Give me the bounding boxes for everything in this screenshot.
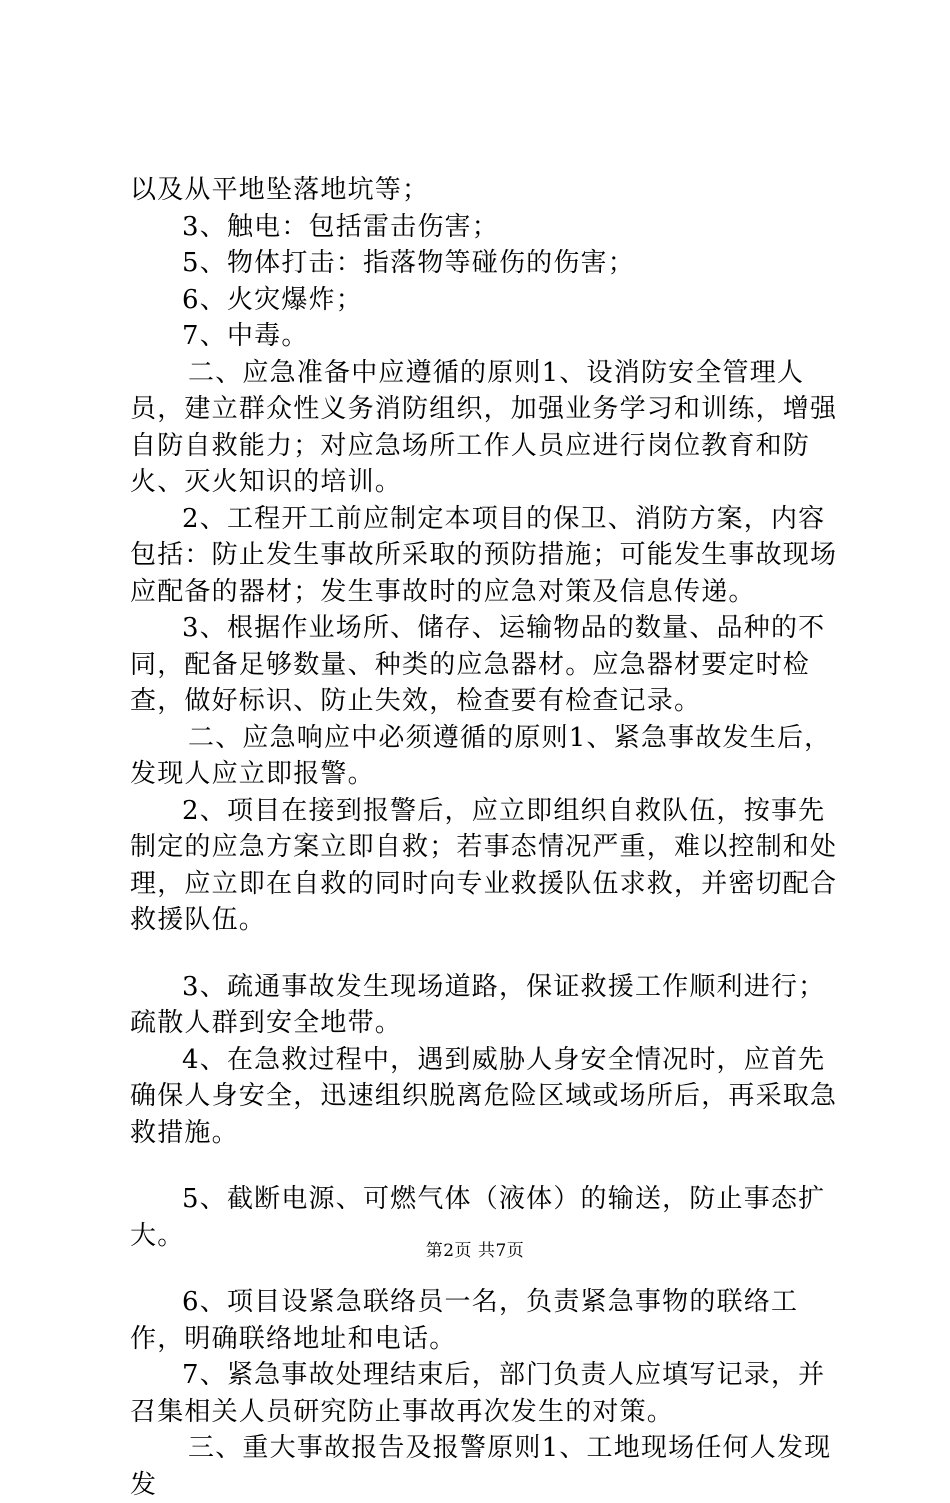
paragraph-self-rescue: 2、项目在接到报警后，应立即组织自救队伍，按事先制定的应急方案立即自救；若事态情况严重，难以控制和处理，应立即在自救的同时向专业救援队伍求救，并密切配合救援队伍。 <box>130 795 838 935</box>
paragraph-gap <box>130 939 842 969</box>
paragraph-security-plan: 2、工程开工前应制定本项目的保卫、消防方案，内容包括：防止发生事故所采取的预防措施；可能发生事故现场应配备的器材；发生事故时的应急对策及信息传递。 <box>130 503 838 607</box>
paragraph-records: 7、紧急事故处理结束后，部门负责人应填写记录，并召集相关人员研究防止事故再次发生的对策。 <box>130 1360 826 1427</box>
section-major-accident-report: 三、重大事故报告及报警原则1、工地现场任何人发现发 <box>130 1433 832 1500</box>
section-emergency-response: 二、应急响应中必须遵循的原则1、紧急事故发生后，发现人应立即报警。 <box>130 722 832 789</box>
paragraph-clear-road: 3、疏通事故发生现场道路，保证救援工作顺利进行；疏散人群到安全地带。 <box>130 971 826 1038</box>
paragraph-continuation: 以及从平地坠落地坑等； <box>130 175 430 205</box>
list-item-poisoning: 7、中毒。 <box>182 321 309 351</box>
paragraph-cut-power: 5、截断电源、可燃气体（液体）的输送，防止事态扩大。 <box>130 1184 826 1251</box>
paragraph-gap <box>130 1151 842 1181</box>
paragraph-personal-safety: 4、在急救过程中，遇到威胁人身安全情况时，应首先确保人身安全，迅速组织脱离危险区域或场所后，再采取急救措施。 <box>130 1044 838 1148</box>
list-item-electric-shock: 3、触电：包括雷击伤害； <box>182 211 499 242</box>
section-emergency-preparation: 二、应急准备中应遵循的原则1、设消防安全管理人员，建立群众性义务消防组织，加强业务学习和训练，增强自防自救能力；对应急场所工作人员应进行岗位教育和防火、灭火知识的培训。 <box>130 357 838 497</box>
paragraph-liaison: 6、项目设紧急联络员一名，负责紧急事物的联络工作，明确联络地址和电话。 <box>130 1287 799 1354</box>
list-item-fire-explosion: 6、火灾爆炸； <box>182 284 363 315</box>
document-body <box>130 172 842 1503</box>
paragraph-emergency-equipment: 3、根据作业场所、储存、运输物品的数量、品种的不同，配备足够数量、种类的应急器材。应急器材要定时检查，做好标识、防止失效，检查要有检查记录。 <box>130 613 826 716</box>
list-item-object-strike: 5、物体打击：指落物等碰伤的伤害； <box>182 248 635 278</box>
page-number-footer: 第2页 共7页 <box>425 1241 525 1261</box>
